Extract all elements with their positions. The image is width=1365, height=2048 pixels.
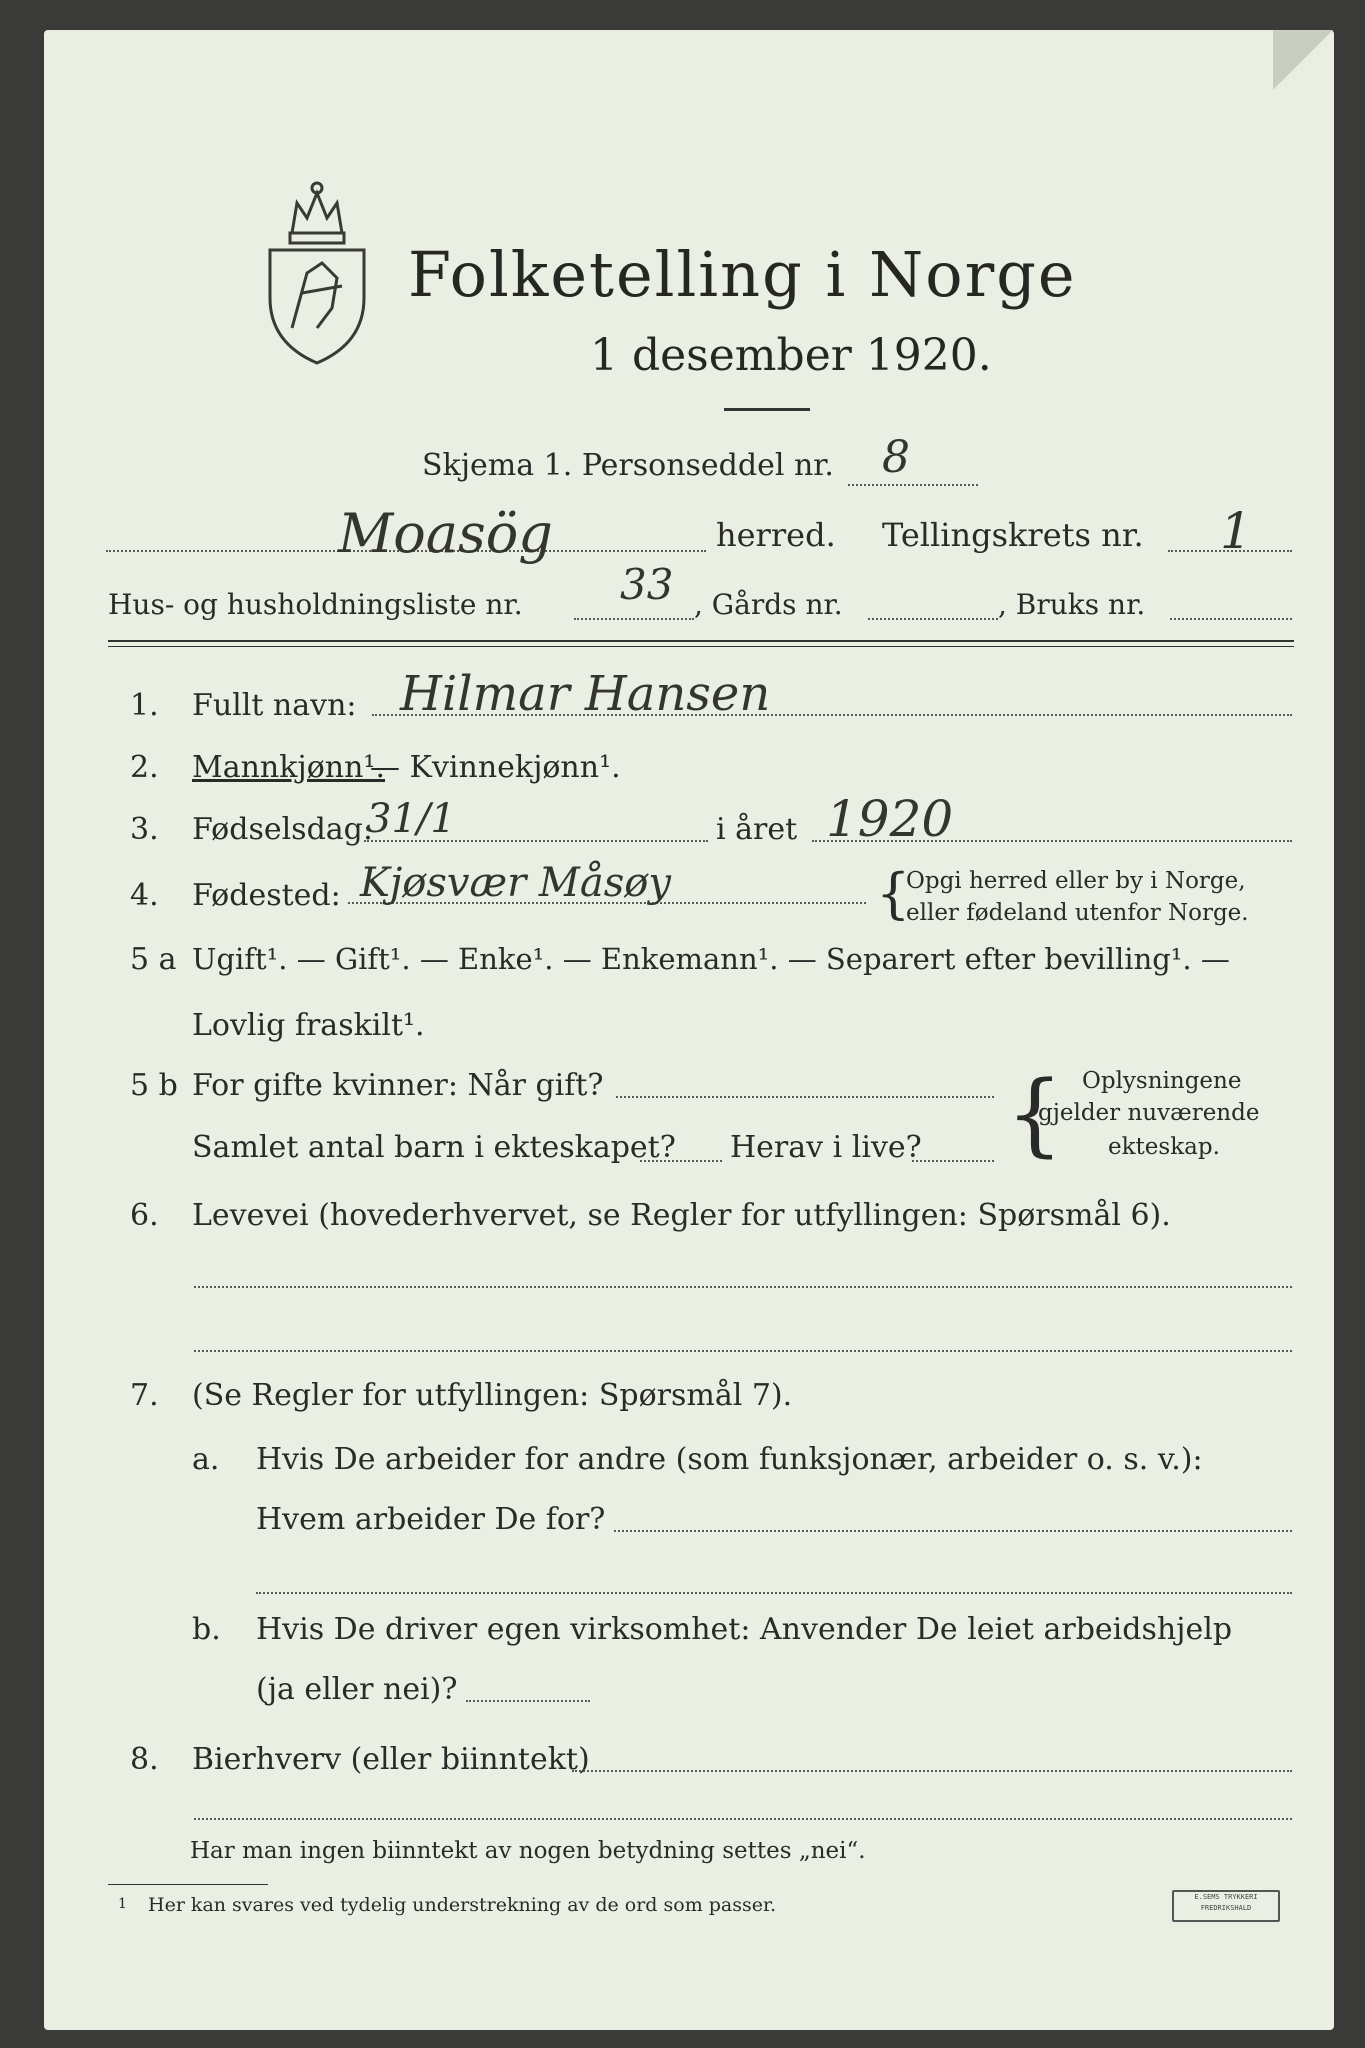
q5b-brace: { — [1006, 1062, 1064, 1167]
q5a-number: 5 a — [130, 942, 177, 977]
q1-label: Fullt navn: — [192, 688, 357, 723]
q5a-options-2: Lovlig fraskilt¹. — [192, 1008, 425, 1043]
gards-line — [868, 618, 998, 620]
q5b-when-married-line — [616, 1096, 994, 1098]
q8-text: Bierhverv (eller biinntekt) — [192, 1742, 590, 1777]
q6-text: Levevei (hovederhvervet, se Regler for utfyllingen: Spørsmål 6). — [192, 1198, 1171, 1233]
gards-label: , Gårds nr. — [694, 588, 843, 621]
q5b-number: 5 b — [130, 1068, 178, 1103]
q7a-text-2: Hvem arbeider De for? — [256, 1502, 606, 1537]
q5b-children-line — [640, 1160, 722, 1162]
q4-note-2: eller fødeland utenfor Norge. — [906, 900, 1249, 926]
hus-label: Hus- og husholdningsliste nr. — [108, 588, 523, 621]
printer-stamp — [1172, 1890, 1280, 1922]
q2-number: 2. — [130, 750, 159, 785]
q3-year-label: i året — [716, 812, 798, 847]
q5b-children-label: Samlet antal barn i ekteskapet? — [192, 1130, 676, 1165]
q6-number: 6. — [130, 1198, 159, 1233]
q4-number: 4. — [130, 878, 159, 913]
schema-number-line — [848, 484, 978, 486]
q6-line-2 — [194, 1350, 1292, 1352]
schema-label: Skjema 1. Personseddel nr. — [422, 448, 834, 483]
form-title: Folketelling i Norge — [408, 238, 1077, 311]
printer-stamp-line-1: E.SEMS TRYKKERI — [1194, 1893, 1258, 1901]
schema-number-value: 8 — [882, 432, 910, 483]
q4-note-1: Opgi herred eller by i Norge, — [906, 868, 1246, 894]
hus-line — [574, 618, 694, 620]
q7a-line-2 — [256, 1592, 1292, 1594]
q3-number: 3. — [130, 812, 159, 847]
footnote-mark: 1 — [118, 1896, 127, 1912]
q4-brace: { — [876, 862, 911, 925]
section-rule-2 — [108, 646, 1294, 647]
q8-line-2 — [194, 1818, 1292, 1820]
q2-male: Mannkjønn¹. — [192, 750, 385, 785]
q5b-note-2: gjelder nuværende — [1038, 1100, 1260, 1126]
bruks-label: , Bruks nr. — [998, 588, 1146, 621]
q5b-alive-label: Herav i live? — [730, 1130, 922, 1165]
q5b-note-1: Oplysningene — [1082, 1068, 1242, 1094]
tellingskrets-label: Tellingskrets nr. — [882, 516, 1144, 554]
q7b-line — [466, 1700, 590, 1702]
q7b-label: b. — [192, 1612, 221, 1647]
q4-label: Fødested: — [192, 878, 341, 913]
q5b-when-married-label: For gifte kvinner: Når gift? — [192, 1068, 604, 1103]
q1-number: 1. — [130, 688, 159, 723]
printer-stamp-line-2: FREDRIKSHALD — [1200, 1904, 1252, 1912]
q7b-text-2: (ja eller nei)? — [256, 1672, 458, 1707]
q7a-label: a. — [192, 1442, 220, 1477]
q5b-alive-line — [912, 1160, 994, 1162]
q3-value: 31/1 — [366, 796, 456, 842]
coat-of-arms-icon — [262, 178, 372, 368]
q3-year-value: 1920 — [826, 790, 954, 848]
title-rule — [724, 408, 810, 411]
q5b-note-3: ekteskap. — [1108, 1134, 1220, 1160]
q2-female: — Kvinnekjønn¹. — [370, 750, 621, 785]
herred-label: herred. — [716, 516, 836, 554]
tellingskrets-value: 1 — [1220, 502, 1252, 560]
q8-line-1 — [572, 1770, 1292, 1772]
census-date: 1 desember 1920. — [590, 330, 992, 381]
q5a-options: Ugift¹. — Gift¹. — Enke¹. — Enkemann¹. — Separert efter bevilling¹. — — [192, 942, 1230, 976]
bruks-line — [1170, 618, 1292, 620]
q7a-line-1 — [614, 1530, 1292, 1532]
q8-number: 8. — [130, 1742, 159, 1777]
section-rule-1 — [108, 640, 1294, 642]
q7b-text: Hvis De driver egen virksomhet: Anvender De leiet arbeidshjelp — [256, 1612, 1233, 1647]
q6-line-1 — [194, 1286, 1292, 1288]
q1-value: Hilmar Hansen — [400, 666, 771, 722]
q3-label: Fødselsdag: — [192, 812, 373, 847]
q7-number: 7. — [130, 1378, 159, 1413]
folded-corner — [1273, 30, 1333, 90]
q7-text: (Se Regler for utfyllingen: Spørsmål 7). — [192, 1378, 793, 1413]
footnote-text: Her kan svares ved tydelig understrekning av de ord som passer. — [148, 1894, 777, 1916]
q4-value: Kjøsvær Måsøy — [360, 860, 671, 906]
herred-value: Moasög — [338, 502, 553, 565]
hus-value: 33 — [620, 560, 674, 609]
footnote-rule — [108, 1884, 268, 1885]
biinntekt-note: Har man ingen biinntekt av nogen betydning settes „nei“. — [190, 1838, 866, 1864]
q7a-text: Hvis De arbeider for andre (som funksjonær, arbeider o. s. v.): — [256, 1442, 1203, 1477]
